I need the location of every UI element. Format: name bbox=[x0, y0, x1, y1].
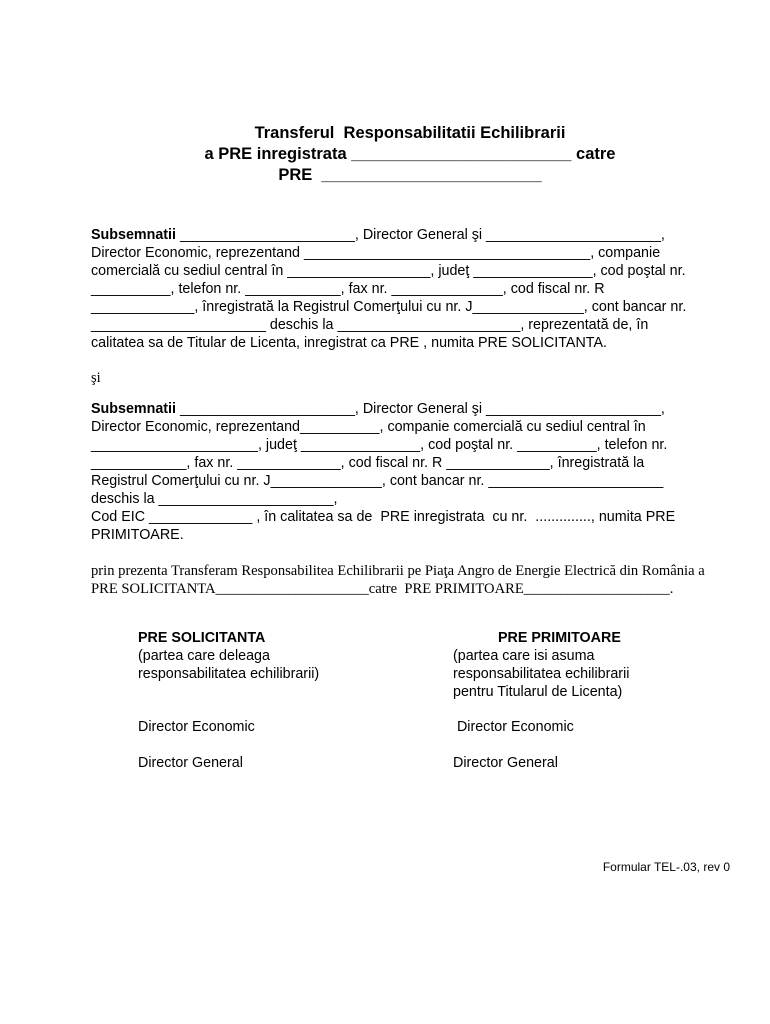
signature-left bbox=[138, 629, 319, 683]
party2-line-8: PRIMITOARE. bbox=[91, 527, 184, 543]
party2-line-7: Cod EIC _____________ , în calitatea sa de PRE inregistrata cu nr. .............., numita PRE bbox=[91, 509, 676, 525]
party2-line-4: ____________, fax nr. _____________, cod fiscal nr. R _____________, înregistrată la bbox=[91, 455, 645, 471]
party2-line-1 bbox=[91, 400, 731, 418]
party2-line-1-text: ______________________, Director General şi ______________________, bbox=[176, 401, 665, 417]
left-desc-1: (partea care deleaga bbox=[138, 648, 270, 664]
transfer-statement bbox=[91, 562, 731, 598]
party1-line-5: _____________, înregistrată la Registrul Comerţului cu nr. J______________, cont bancar nr. bbox=[91, 299, 687, 315]
party1-line-6: ______________________ deschis la _______________________, reprezentată de, în bbox=[91, 317, 649, 333]
party1-line-7: calitatea sa de Titular de Licenta, inregistrat ca PRE , numita PRE SOLICITANTA. bbox=[91, 335, 607, 351]
right-desc-1: (partea care isi asuma bbox=[453, 648, 595, 664]
conjunction-si: şi bbox=[91, 370, 101, 386]
document-title bbox=[90, 123, 730, 186]
right-desc-2: responsabilitatea echilibrarii bbox=[453, 666, 630, 682]
party1-line-3: comercială cu sediul central în __________________, judeţ _______________, cod poştal nr. bbox=[91, 263, 686, 279]
title-line-3: PRE ________________________ bbox=[278, 166, 542, 184]
party1-line-1 bbox=[91, 226, 731, 244]
right-desc-3: pentru Titularul de Licenta) bbox=[453, 684, 623, 700]
party2-line-3: _____________________, judeţ _______________, cod poştal nr. __________, telefon nr. bbox=[91, 437, 668, 453]
left-desc-2: responsabilitatea echilibrarii) bbox=[138, 666, 320, 682]
party1-line-1-text: ______________________, Director General şi ______________________, bbox=[176, 227, 665, 243]
form-code: Formular TEL-.03, rev 0 bbox=[602, 860, 730, 874]
signature-right bbox=[453, 629, 629, 701]
right-role-economic: Director Economic bbox=[453, 719, 574, 735]
party1-line-2: Director Economic, reprezentand ____________________________________, companie bbox=[91, 245, 661, 261]
transfer-line-2: PRE SOLICITANTA_____________________catre PRE PRIMITOARE____________________. bbox=[91, 581, 674, 597]
party2-line-5: Registrul Comerţului cu nr. J______________, cont bancar nr. ______________________ bbox=[91, 473, 664, 489]
title-line-1: Transferul Responsabilitatii Echilibrarii bbox=[254, 124, 566, 142]
party2-label: Subsemnatii bbox=[91, 401, 177, 417]
party2-paragraph bbox=[91, 400, 731, 544]
right-heading: PRE PRIMITOARE bbox=[498, 630, 621, 646]
party1-paragraph bbox=[91, 226, 731, 352]
party2-line-2: Director Economic, reprezentand__________, companie comercială cu sediul central în bbox=[91, 419, 646, 435]
party1-line-4: __________, telefon nr. ____________, fax nr. ______________, cod fiscal nr. R bbox=[91, 281, 605, 297]
party1-label: Subsemnatii bbox=[91, 227, 177, 243]
right-role-general: Director General bbox=[453, 755, 558, 771]
party2-line-6: deschis la ______________________, bbox=[91, 491, 338, 507]
left-role-general: Director General bbox=[138, 755, 243, 771]
left-heading: PRE SOLICITANTA bbox=[138, 630, 266, 646]
left-role-economic: Director Economic bbox=[138, 719, 255, 735]
transfer-line-1: prin prezenta Transferam Responsabilitea Echilibrarii pe Piaţa Angro de Energie Electrică din România a bbox=[91, 563, 705, 579]
title-line-2: a PRE inregistrata ________________________ catre bbox=[204, 145, 616, 163]
